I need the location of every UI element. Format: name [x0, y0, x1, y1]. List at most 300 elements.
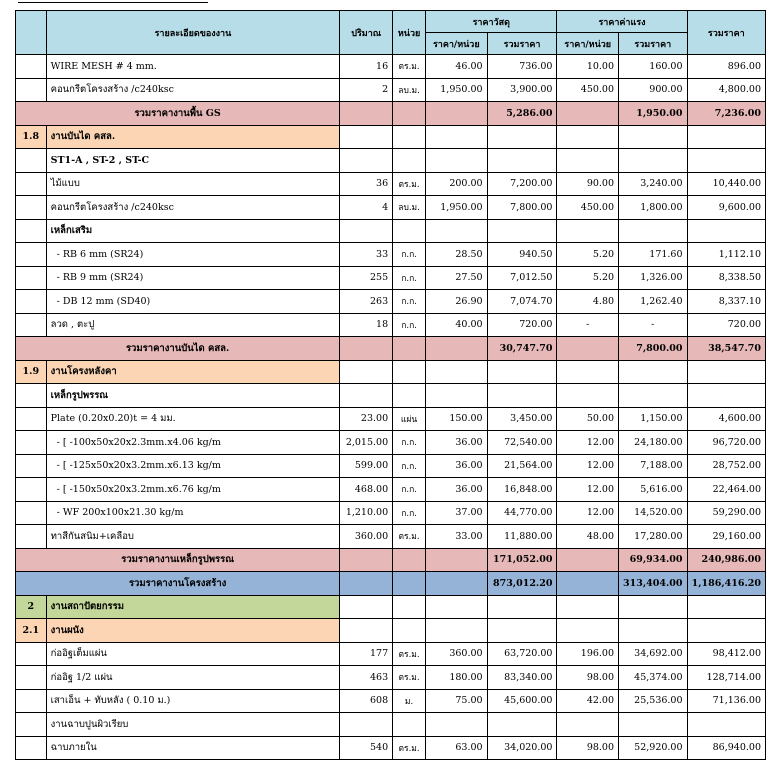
labor-sum-cell: [619, 149, 688, 173]
description-cell: - [ -125x50x20x3.2mm.x6.13 kg/m: [46, 454, 340, 478]
quantity-cell: 2: [340, 78, 393, 102]
material-sum-cell: 45,600.00: [487, 689, 557, 713]
labor-sum-cell: 3,240.00: [619, 172, 688, 196]
quantity-cell: 2,015.00: [340, 431, 393, 455]
total-cell: 8,337.10: [687, 290, 765, 314]
labor-sum-cell: [619, 219, 688, 243]
table-body: [16, 55, 766, 760]
material-sum-cell: 11,880.00: [487, 525, 557, 549]
labor-sum-cell: 7,800.00: [619, 337, 688, 361]
total-cell: 22,464.00: [687, 478, 765, 502]
grand-total-row: [16, 572, 766, 596]
material-sum-cell: 720.00: [487, 313, 557, 337]
material-unit-price-cell: [426, 384, 488, 408]
table-row: [16, 454, 766, 478]
total-cell: 4,600.00: [687, 407, 765, 431]
labor-sum-cell: [619, 595, 688, 619]
quantity-cell: 23.00: [340, 407, 393, 431]
quantity-cell: [340, 713, 393, 737]
labor-unit-price-cell: [557, 149, 619, 173]
material-sum-cell: 736.00: [487, 55, 557, 79]
quantity-cell: [340, 102, 393, 126]
unit-cell: [393, 595, 426, 619]
item-number-cell: [16, 642, 47, 666]
table-row: [16, 266, 766, 290]
quantity-cell: [340, 337, 393, 361]
unit-cell: แผ่น: [393, 407, 426, 431]
quantity-cell: 4: [340, 196, 393, 220]
material-sum-cell: 34,020.00: [487, 736, 557, 760]
description-cell: - [ -100x50x20x2.3mm.x4.06 kg/m: [46, 431, 340, 455]
labor-sum-cell: 160.00: [619, 55, 688, 79]
material-unit-price-cell: [426, 619, 488, 643]
total-cell: 9,600.00: [687, 196, 765, 220]
quantity-cell: [340, 548, 393, 572]
description-cell: ก่ออิฐเต็มแผ่น: [46, 642, 340, 666]
quantity-cell: 540: [340, 736, 393, 760]
quantity-cell: 16: [340, 55, 393, 79]
material-unit-price-cell: 1,950.00: [426, 78, 488, 102]
material-unit-price-cell: [426, 713, 488, 737]
labor-sum-cell: [619, 125, 688, 149]
labor-unit-price-cell: 5.20: [557, 266, 619, 290]
labor-sum-cell: 1,800.00: [619, 196, 688, 220]
section-row: [16, 619, 766, 643]
description-cell: ก่ออิฐ 1/2 แผ่น: [46, 666, 340, 690]
item-number-cell: [16, 78, 47, 102]
unit-cell: ก.ก.: [393, 266, 426, 290]
total-cell: [687, 360, 765, 384]
table-row: [16, 431, 766, 455]
total-cell: [687, 595, 765, 619]
header-labor-sum: รวมราคา: [619, 33, 688, 55]
unit-cell: ตร.ม.: [393, 736, 426, 760]
table-row: [16, 478, 766, 502]
labor-sum-cell: 5,616.00: [619, 478, 688, 502]
material-sum-cell: [487, 360, 557, 384]
labor-sum-cell: 52,920.00: [619, 736, 688, 760]
quantity-cell: 177: [340, 642, 393, 666]
material-unit-price-cell: [426, 337, 488, 361]
material-unit-price-cell: 46.00: [426, 55, 488, 79]
unit-cell: [393, 219, 426, 243]
labor-unit-price-cell: 12.00: [557, 501, 619, 525]
description-cell: Plate (0.20x0.20)t = 4 มม.: [46, 407, 340, 431]
subtotal-label: รวมราคางานโครงสร้าง: [16, 572, 340, 596]
labor-sum-cell: 7,188.00: [619, 454, 688, 478]
material-sum-cell: [487, 595, 557, 619]
item-number-cell: [16, 266, 47, 290]
labor-sum-cell: 1,262.40: [619, 290, 688, 314]
unit-cell: ลบ.ม.: [393, 196, 426, 220]
labor-unit-price-cell: [557, 619, 619, 643]
quantity-cell: [340, 219, 393, 243]
material-unit-price-cell: [426, 219, 488, 243]
labor-unit-price-cell: 4.80: [557, 290, 619, 314]
material-unit-price-cell: 63.00: [426, 736, 488, 760]
material-unit-price-cell: 36.00: [426, 431, 488, 455]
table-row: [16, 243, 766, 267]
table-row: [16, 736, 766, 760]
material-sum-cell: 30,747.70: [487, 337, 557, 361]
unit-cell: [393, 619, 426, 643]
description-cell: งานฉาบปูนผิวเรียบ: [46, 713, 340, 737]
labor-sum-cell: -: [619, 313, 688, 337]
quantity-cell: [340, 149, 393, 173]
header-no: [16, 11, 47, 55]
total-cell: 896.00: [687, 55, 765, 79]
clipped-title-underline: [18, 0, 208, 3]
total-cell: 10,440.00: [687, 172, 765, 196]
description-cell: งานโครงหลังคา: [46, 360, 340, 384]
quantity-cell: 255: [340, 266, 393, 290]
total-cell: 59,290.00: [687, 501, 765, 525]
labor-unit-price-cell: [557, 713, 619, 737]
material-unit-price-cell: 75.00: [426, 689, 488, 713]
material-sum-cell: [487, 384, 557, 408]
table-row: [16, 525, 766, 549]
quantity-cell: [340, 125, 393, 149]
header-description: รายละเอียดของงาน: [46, 11, 340, 55]
material-sum-cell: 7,200.00: [487, 172, 557, 196]
description-cell: - DB 12 mm (SD40): [46, 290, 340, 314]
unit-cell: ตร.ม.: [393, 525, 426, 549]
item-number-cell: [16, 313, 47, 337]
material-unit-price-cell: [426, 572, 488, 596]
material-unit-price-cell: [426, 102, 488, 126]
total-cell: 86,940.00: [687, 736, 765, 760]
description-cell: เหล็กเสริม: [46, 219, 340, 243]
description-cell: - [ -150x50x20x3.2mm.x6.76 kg/m: [46, 478, 340, 502]
unit-cell: ก.ก.: [393, 290, 426, 314]
quantity-cell: 599.00: [340, 454, 393, 478]
quantity-cell: [340, 619, 393, 643]
item-number-cell: [16, 431, 47, 455]
table-row: [16, 196, 766, 220]
table-row: [16, 501, 766, 525]
total-cell: [687, 619, 765, 643]
item-number-cell: [16, 525, 47, 549]
table-row: [16, 55, 766, 79]
unit-cell: [393, 572, 426, 596]
material-sum-cell: 873,012.20: [487, 572, 557, 596]
labor-sum-cell: 313,404.00: [619, 572, 688, 596]
item-number-cell: 1.9: [16, 360, 47, 384]
material-unit-price-cell: [426, 548, 488, 572]
unit-cell: ก.ก.: [393, 478, 426, 502]
total-cell: 71,136.00: [687, 689, 765, 713]
item-number-cell: [16, 501, 47, 525]
subtotal-row: [16, 102, 766, 126]
description-cell: - RB 9 mm (SR24): [46, 266, 340, 290]
labor-unit-price-cell: [557, 595, 619, 619]
material-unit-price-cell: 36.00: [426, 454, 488, 478]
item-number-cell: [16, 666, 47, 690]
material-sum-cell: 940.50: [487, 243, 557, 267]
material-sum-cell: [487, 713, 557, 737]
total-cell: [687, 149, 765, 173]
labor-unit-price-cell: 12.00: [557, 478, 619, 502]
header-labor-unit-price: ราคา/หน่วย: [557, 33, 619, 55]
item-number-cell: [16, 196, 47, 220]
description-cell: ลวด , ตะปู: [46, 313, 340, 337]
item-number-cell: 1.8: [16, 125, 47, 149]
material-unit-price-cell: 360.00: [426, 642, 488, 666]
description-cell: งานสถาปัตยกรรม: [46, 595, 340, 619]
subtotal-row: [16, 548, 766, 572]
quantity-cell: [340, 360, 393, 384]
quantity-cell: 18: [340, 313, 393, 337]
labor-sum-cell: 69,934.00: [619, 548, 688, 572]
labor-sum-cell: 25,536.00: [619, 689, 688, 713]
quantity-cell: 263: [340, 290, 393, 314]
material-unit-price-cell: [426, 149, 488, 173]
item-number-cell: [16, 407, 47, 431]
material-sum-cell: 83,340.00: [487, 666, 557, 690]
item-number-cell: [16, 172, 47, 196]
item-number-cell: 2: [16, 595, 47, 619]
unit-cell: [393, 125, 426, 149]
description-cell: คอนกรีตโครงสร้าง /c240ksc: [46, 196, 340, 220]
total-cell: 29,160.00: [687, 525, 765, 549]
unit-cell: ก.ก.: [393, 243, 426, 267]
labor-unit-price-cell: [557, 219, 619, 243]
material-sum-cell: 3,900.00: [487, 78, 557, 102]
labor-unit-price-cell: 50.00: [557, 407, 619, 431]
header-labor: ราคาค่าแรง: [557, 11, 687, 33]
unit-cell: [393, 360, 426, 384]
table-row: [16, 172, 766, 196]
table-row: [16, 689, 766, 713]
description-cell: เสาเอ็น + ทับหลัง ( 0.10 ม.): [46, 689, 340, 713]
total-cell: 7,236.00: [687, 102, 765, 126]
material-sum-cell: 44,770.00: [487, 501, 557, 525]
item-number-cell: [16, 713, 47, 737]
material-sum-cell: 63,720.00: [487, 642, 557, 666]
labor-sum-cell: 1,950.00: [619, 102, 688, 126]
material-sum-cell: 3,450.00: [487, 407, 557, 431]
labor-unit-price-cell: [557, 384, 619, 408]
material-unit-price-cell: 180.00: [426, 666, 488, 690]
unit-cell: ม.: [393, 689, 426, 713]
unit-cell: ตร.ม.: [393, 642, 426, 666]
table-row: [16, 78, 766, 102]
item-number-cell: [16, 478, 47, 502]
item-number-cell: [16, 243, 47, 267]
table-row: [16, 290, 766, 314]
table-row: [16, 149, 766, 173]
description-cell: WIRE MESH # 4 mm.: [46, 55, 340, 79]
material-sum-cell: [487, 219, 557, 243]
subtotal-label: รวมราคางานเหล็กรูปพรรณ: [16, 548, 340, 572]
section-row: [16, 360, 766, 384]
header-material-unit-price: ราคา/หน่วย: [426, 33, 488, 55]
description-cell: เหล็กรูปพรรณ: [46, 384, 340, 408]
unit-cell: [393, 337, 426, 361]
labor-sum-cell: 34,692.00: [619, 642, 688, 666]
material-sum-cell: [487, 125, 557, 149]
labor-sum-cell: [619, 384, 688, 408]
labor-unit-price-cell: 5.20: [557, 243, 619, 267]
header-quantity: ปริมาณ: [340, 11, 393, 55]
material-sum-cell: 171,052.00: [487, 548, 557, 572]
labor-unit-price-cell: [557, 572, 619, 596]
section-row: [16, 595, 766, 619]
total-cell: 720.00: [687, 313, 765, 337]
unit-cell: ตร.ม.: [393, 55, 426, 79]
subtotal-row: [16, 337, 766, 361]
unit-cell: ตร.ม.: [393, 666, 426, 690]
material-sum-cell: [487, 149, 557, 173]
material-unit-price-cell: 150.00: [426, 407, 488, 431]
cost-estimate-table: [15, 10, 766, 760]
table-header: [16, 11, 766, 55]
description-cell: ไม้แบบ: [46, 172, 340, 196]
quantity-cell: 36: [340, 172, 393, 196]
material-sum-cell: 7,800.00: [487, 196, 557, 220]
item-number-cell: [16, 454, 47, 478]
table-row: [16, 666, 766, 690]
labor-sum-cell: 900.00: [619, 78, 688, 102]
labor-unit-price-cell: 196.00: [557, 642, 619, 666]
labor-sum-cell: 1,326.00: [619, 266, 688, 290]
labor-unit-price-cell: 90.00: [557, 172, 619, 196]
labor-unit-price-cell: 98.00: [557, 666, 619, 690]
material-sum-cell: 7,012.50: [487, 266, 557, 290]
material-unit-price-cell: [426, 125, 488, 149]
total-cell: 1,112.10: [687, 243, 765, 267]
description-cell: - RB 6 mm (SR24): [46, 243, 340, 267]
total-cell: 1,186,416.20: [687, 572, 765, 596]
total-cell: 38,547.70: [687, 337, 765, 361]
labor-unit-price-cell: 42.00: [557, 689, 619, 713]
table-row: [16, 407, 766, 431]
material-unit-price-cell: 33.00: [426, 525, 488, 549]
total-cell: [687, 219, 765, 243]
unit-cell: ก.ก.: [393, 313, 426, 337]
labor-sum-cell: 14,520.00: [619, 501, 688, 525]
table-row: [16, 642, 766, 666]
quantity-cell: [340, 572, 393, 596]
table-row: [16, 384, 766, 408]
labor-unit-price-cell: -: [557, 313, 619, 337]
labor-unit-price-cell: 450.00: [557, 78, 619, 102]
table-row: [16, 219, 766, 243]
material-unit-price-cell: 28.50: [426, 243, 488, 267]
quantity-cell: 463: [340, 666, 393, 690]
material-sum-cell: 72,540.00: [487, 431, 557, 455]
description-cell: ST1-A , ST-2 , ST-C: [46, 149, 340, 173]
description-cell: คอนกรีตโครงสร้าง /c240ksc: [46, 78, 340, 102]
item-number-cell: [16, 689, 47, 713]
description-cell: ทาสีกันสนิม+เคลือบ: [46, 525, 340, 549]
table-row: [16, 713, 766, 737]
description-cell: งานผนัง: [46, 619, 340, 643]
table-row: [16, 313, 766, 337]
description-cell: งานบันได คสล.: [46, 125, 340, 149]
labor-sum-cell: [619, 713, 688, 737]
total-cell: 28,752.00: [687, 454, 765, 478]
material-sum-cell: 21,564.00: [487, 454, 557, 478]
labor-unit-price-cell: 48.00: [557, 525, 619, 549]
labor-sum-cell: [619, 360, 688, 384]
unit-cell: [393, 713, 426, 737]
unit-cell: ตร.ม.: [393, 172, 426, 196]
material-sum-cell: 16,848.00: [487, 478, 557, 502]
labor-sum-cell: [619, 619, 688, 643]
unit-cell: [393, 102, 426, 126]
labor-unit-price-cell: [557, 125, 619, 149]
labor-sum-cell: 171.60: [619, 243, 688, 267]
quantity-cell: 468.00: [340, 478, 393, 502]
item-number-cell: [16, 290, 47, 314]
quantity-cell: 33: [340, 243, 393, 267]
item-number-cell: 2.1: [16, 619, 47, 643]
material-unit-price-cell: [426, 595, 488, 619]
item-number-cell: [16, 149, 47, 173]
unit-cell: ก.ก.: [393, 454, 426, 478]
labor-unit-price-cell: 10.00: [557, 55, 619, 79]
labor-unit-price-cell: 12.00: [557, 431, 619, 455]
material-sum-cell: 7,074.70: [487, 290, 557, 314]
quantity-cell: 1,210.00: [340, 501, 393, 525]
material-sum-cell: 5,286.00: [487, 102, 557, 126]
subtotal-label: รวมราคางานบันได คสล.: [16, 337, 340, 361]
material-unit-price-cell: 27.50: [426, 266, 488, 290]
total-cell: 240,986.00: [687, 548, 765, 572]
quantity-cell: 360.00: [340, 525, 393, 549]
unit-cell: [393, 384, 426, 408]
labor-sum-cell: 1,150.00: [619, 407, 688, 431]
total-cell: [687, 125, 765, 149]
material-unit-price-cell: 1,950.00: [426, 196, 488, 220]
labor-sum-cell: 45,374.00: [619, 666, 688, 690]
description-cell: - WF 200x100x21.30 kg/m: [46, 501, 340, 525]
header-material: ราคาวัสดุ: [426, 11, 557, 33]
material-unit-price-cell: 26.90: [426, 290, 488, 314]
unit-cell: ก.ก.: [393, 501, 426, 525]
item-number-cell: [16, 55, 47, 79]
total-cell: 96,720.00: [687, 431, 765, 455]
quantity-cell: 608: [340, 689, 393, 713]
material-unit-price-cell: [426, 360, 488, 384]
labor-sum-cell: 24,180.00: [619, 431, 688, 455]
section-row: [16, 125, 766, 149]
description-cell: ฉาบภายใน: [46, 736, 340, 760]
labor-unit-price-cell: [557, 102, 619, 126]
total-cell: 128,714.00: [687, 666, 765, 690]
total-cell: [687, 384, 765, 408]
header-total: รวมราคา: [687, 11, 765, 55]
labor-unit-price-cell: 12.00: [557, 454, 619, 478]
material-unit-price-cell: 40.00: [426, 313, 488, 337]
labor-sum-cell: 17,280.00: [619, 525, 688, 549]
quantity-cell: [340, 595, 393, 619]
unit-cell: [393, 149, 426, 173]
material-sum-cell: [487, 619, 557, 643]
material-unit-price-cell: 200.00: [426, 172, 488, 196]
unit-cell: ก.ก.: [393, 431, 426, 455]
total-cell: 4,800.00: [687, 78, 765, 102]
header-unit: หน่วย: [393, 11, 426, 55]
labor-unit-price-cell: [557, 360, 619, 384]
item-number-cell: [16, 384, 47, 408]
material-unit-price-cell: 36.00: [426, 478, 488, 502]
unit-cell: ลบ.ม.: [393, 78, 426, 102]
labor-unit-price-cell: [557, 548, 619, 572]
total-cell: 8,338.50: [687, 266, 765, 290]
total-cell: 98,412.00: [687, 642, 765, 666]
